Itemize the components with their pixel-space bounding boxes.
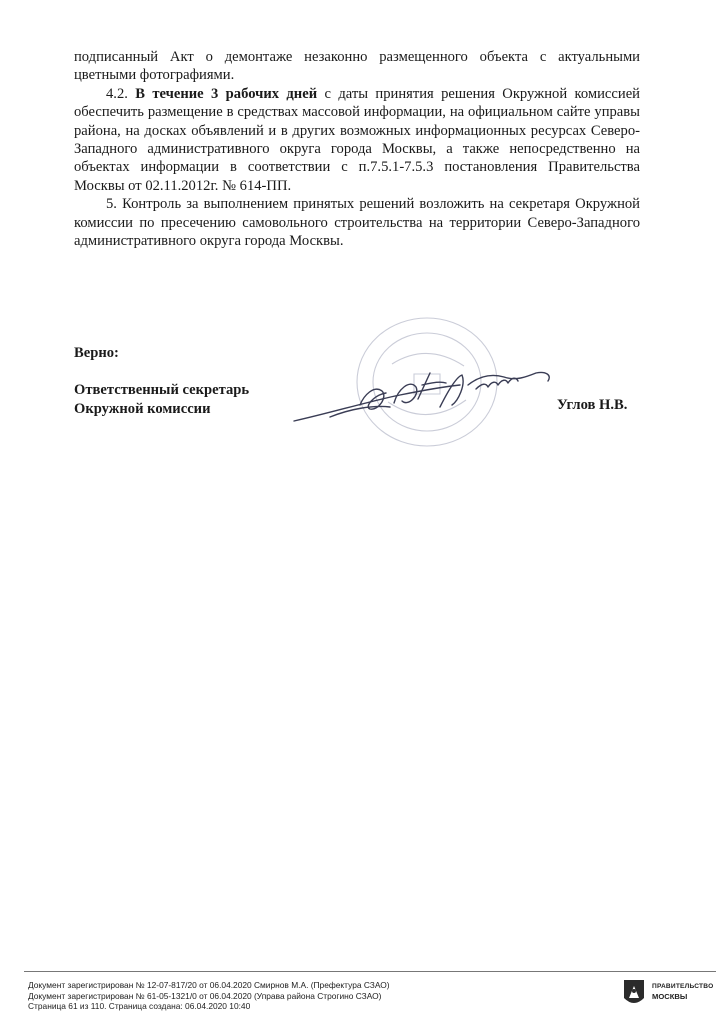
position-line: Ответственный секретарь <box>74 382 250 398</box>
item-number: 4.2. <box>106 85 128 102</box>
gov-logo-line: МОСКВЫ <box>652 992 688 1001</box>
verno-label: Верно: <box>74 345 119 361</box>
document-body <box>74 48 640 250</box>
registration-line: Документ зарегистрирован № 12-07-817/20 от 06.04.2020 Смирнов М.А. (Префектура СЗАО) <box>28 980 390 990</box>
paragraph-4-2 <box>74 85 640 195</box>
moscow-government-logo <box>622 978 714 1012</box>
page-info: Страница 61 из 110. Страница создана: 06.04.2020 10:40 <box>28 1001 251 1012</box>
paragraph-5: 5. Контроль за выполнением принятых решений возложить на секретаря Окружной комиссии по пресечению самовольного строительства на территории Северо-Западного административного округа города Москвы. <box>74 196 640 250</box>
registration-footer <box>28 980 390 1012</box>
deadline-text: В течение 3 рабочих дней <box>135 85 318 102</box>
gov-logo-line: ПРАВИТЕЛЬСТВО <box>652 983 714 990</box>
signatory-position <box>74 381 249 419</box>
paragraph-text: с даты принятия решения Окружной комиссией обеспечить размещение в средствах массовой информации, на официальном сайте управы района, на досках объявлений и в других возможных информационных ресурсах Северо-Западного административного округа города Москвы, а также непосредственно на объектах информации в соответствии с п.7.5.1-7.5.3 постановления Правительства Москвы от 02.11.2012г. № 614-ПП. <box>74 85 640 194</box>
signatory-name: Углов Н.В. <box>557 397 628 413</box>
moscow-emblem-icon <box>622 978 646 1008</box>
handwritten-signature <box>290 355 560 435</box>
footer-divider <box>24 971 716 972</box>
registration-line: Документ зарегистрирован № 61-05-1321/0 от 06.04.2020 (Управа района Строгино СЗАО) <box>28 990 382 1001</box>
position-line: Окружной комиссии <box>74 401 211 417</box>
paragraph-act: подписанный Акт о демонтаже незаконно размещенного объекта с актуальными цветными фотографиями. <box>74 49 640 84</box>
gov-logo-text <box>652 982 713 1002</box>
